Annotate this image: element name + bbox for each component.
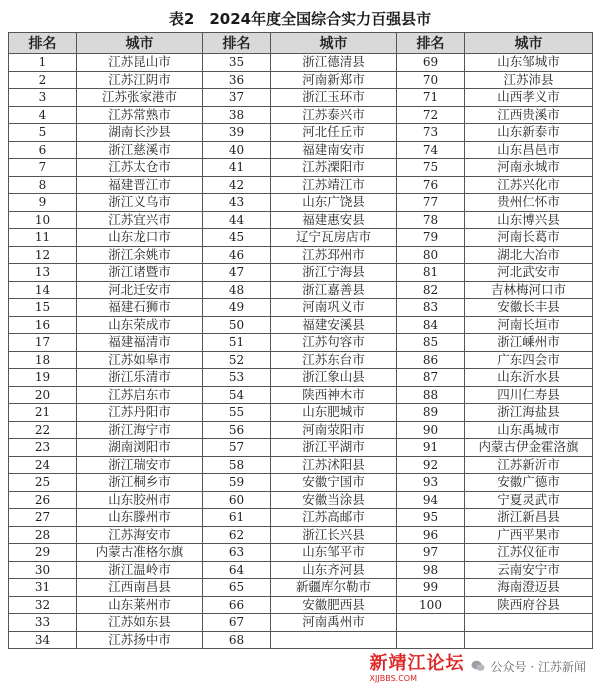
city-cell: 浙江余姚市	[77, 246, 203, 264]
table-row	[9, 299, 593, 317]
city-cell	[271, 631, 397, 649]
city-cell: 浙江海盐县	[465, 404, 593, 422]
rank-cell: 23	[9, 439, 77, 457]
city-cell: 河南荥阳市	[271, 421, 397, 439]
rank-cell: 24	[9, 456, 77, 474]
city-cell: 河南巩义市	[271, 299, 397, 317]
rank-cell: 93	[397, 474, 465, 492]
city-cell: 浙江温岭市	[77, 561, 203, 579]
rank-cell: 69	[397, 54, 465, 72]
rank-cell: 17	[9, 334, 77, 352]
rank-cell: 65	[203, 579, 271, 597]
city-cell: 安徽长丰县	[465, 299, 593, 317]
rank-cell: 12	[9, 246, 77, 264]
city-cell: 江苏兴化市	[465, 176, 593, 194]
header-rank-3: 排名	[397, 33, 465, 54]
city-cell: 山东肥城市	[271, 404, 397, 422]
city-cell: 湖北大冶市	[465, 246, 593, 264]
rank-cell: 5	[9, 124, 77, 142]
rank-cell: 15	[9, 299, 77, 317]
rank-cell: 9	[9, 194, 77, 212]
city-cell: 辽宁瓦房店市	[271, 229, 397, 247]
rank-cell: 10	[9, 211, 77, 229]
city-cell: 浙江德清县	[271, 54, 397, 72]
table-row	[9, 456, 593, 474]
city-cell: 江苏沭阳县	[271, 456, 397, 474]
city-cell: 浙江瑞安市	[77, 456, 203, 474]
rank-cell: 96	[397, 526, 465, 544]
table-row	[9, 246, 593, 264]
table-row	[9, 89, 593, 107]
rank-cell: 46	[203, 246, 271, 264]
city-cell: 浙江桐乡市	[77, 474, 203, 492]
table-row	[9, 579, 593, 597]
city-cell: 浙江义乌市	[77, 194, 203, 212]
table-row	[9, 439, 593, 457]
table-row	[9, 491, 593, 509]
watermark-logo-text: 新靖江论坛	[369, 653, 465, 674]
city-cell: 河南永城市	[465, 159, 593, 177]
table-row	[9, 596, 593, 614]
rank-cell: 36	[203, 71, 271, 89]
rank-cell: 78	[397, 211, 465, 229]
watermark-text: 公众号 · 江苏新闻	[490, 659, 586, 674]
city-cell: 山东胶州市	[77, 491, 203, 509]
rank-cell: 60	[203, 491, 271, 509]
rank-cell: 63	[203, 544, 271, 562]
table-row	[9, 211, 593, 229]
city-cell: 江苏宜兴市	[77, 211, 203, 229]
rank-cell: 71	[397, 89, 465, 107]
city-cell: 贵州仁怀市	[465, 194, 593, 212]
watermark-logo-sub: XJJBBS.COM	[369, 674, 417, 683]
city-cell: 江苏句容市	[271, 334, 397, 352]
rank-cell: 74	[397, 141, 465, 159]
city-cell: 江苏江阴市	[77, 71, 203, 89]
city-cell: 安徽广德市	[465, 474, 593, 492]
rank-cell: 25	[9, 474, 77, 492]
city-cell: 福建晋江市	[77, 176, 203, 194]
city-cell: 江苏高邮市	[271, 509, 397, 527]
city-cell: 山东邹城市	[465, 54, 593, 72]
rank-cell: 84	[397, 316, 465, 334]
rank-cell: 53	[203, 369, 271, 387]
wechat-icon	[471, 659, 485, 673]
rank-cell: 70	[397, 71, 465, 89]
rank-cell: 19	[9, 369, 77, 387]
city-cell: 广西平果市	[465, 526, 593, 544]
city-cell: 江苏张家港市	[77, 89, 203, 107]
rank-cell: 83	[397, 299, 465, 317]
city-cell: 陕西神木市	[271, 386, 397, 404]
city-cell: 浙江嵊州市	[465, 334, 593, 352]
city-cell: 山东昌邑市	[465, 141, 593, 159]
table-row	[9, 369, 593, 387]
table-row	[9, 71, 593, 89]
table-row	[9, 159, 593, 177]
city-cell: 山东新泰市	[465, 124, 593, 142]
city-cell: 江苏溧阳市	[271, 159, 397, 177]
rank-cell: 54	[203, 386, 271, 404]
rank-cell: 90	[397, 421, 465, 439]
rank-cell: 21	[9, 404, 77, 422]
table-row	[9, 176, 593, 194]
ranking-table	[8, 32, 593, 649]
city-cell: 湖南浏阳市	[77, 439, 203, 457]
rank-cell: 82	[397, 281, 465, 299]
city-cell: 河南新郑市	[271, 71, 397, 89]
table-row	[9, 124, 593, 142]
rank-cell: 89	[397, 404, 465, 422]
rank-cell: 43	[203, 194, 271, 212]
table-row	[9, 106, 593, 124]
rank-cell: 31	[9, 579, 77, 597]
header-rank-1: 排名	[9, 33, 77, 54]
rank-cell: 100	[397, 596, 465, 614]
rank-cell: 61	[203, 509, 271, 527]
rank-cell: 7	[9, 159, 77, 177]
rank-cell: 67	[203, 614, 271, 632]
city-cell: 江苏仪征市	[465, 544, 593, 562]
city-cell: 江苏东台市	[271, 351, 397, 369]
watermark-logo	[370, 649, 465, 683]
city-cell: 江苏常熟市	[77, 106, 203, 124]
rank-cell: 81	[397, 264, 465, 282]
rank-cell: 48	[203, 281, 271, 299]
rank-cell: 88	[397, 386, 465, 404]
city-cell: 浙江嘉善县	[271, 281, 397, 299]
city-cell: 河南长垣市	[465, 316, 593, 334]
rank-cell: 14	[9, 281, 77, 299]
rank-cell: 55	[203, 404, 271, 422]
header-rank-2: 排名	[203, 33, 271, 54]
city-cell: 安徽肥西县	[271, 596, 397, 614]
rank-cell: 56	[203, 421, 271, 439]
rank-cell: 45	[203, 229, 271, 247]
header-city-3: 城市	[465, 33, 593, 54]
table-row	[9, 561, 593, 579]
rank-cell: 49	[203, 299, 271, 317]
table-row	[9, 281, 593, 299]
rank-cell: 62	[203, 526, 271, 544]
rank-cell: 57	[203, 439, 271, 457]
rank-cell: 99	[397, 579, 465, 597]
rank-cell: 13	[9, 264, 77, 282]
rank-cell	[397, 631, 465, 649]
city-cell: 江西南昌县	[77, 579, 203, 597]
city-cell: 浙江宁海县	[271, 264, 397, 282]
rank-cell: 8	[9, 176, 77, 194]
city-cell: 内蒙古伊金霍洛旗	[465, 439, 593, 457]
rank-cell: 11	[9, 229, 77, 247]
rank-cell: 47	[203, 264, 271, 282]
table-row	[9, 544, 593, 562]
city-cell: 福建福清市	[77, 334, 203, 352]
city-cell: 山西孝义市	[465, 89, 593, 107]
table-row	[9, 264, 593, 282]
rank-cell: 32	[9, 596, 77, 614]
table-row	[9, 316, 593, 334]
city-cell: 浙江慈溪市	[77, 141, 203, 159]
rank-cell: 68	[203, 631, 271, 649]
rank-cell: 29	[9, 544, 77, 562]
city-cell: 山东荣成市	[77, 316, 203, 334]
table-row	[9, 229, 593, 247]
city-cell: 江苏如皋市	[77, 351, 203, 369]
rank-cell: 80	[397, 246, 465, 264]
city-cell: 广东四会市	[465, 351, 593, 369]
rank-cell: 92	[397, 456, 465, 474]
table-row	[9, 614, 593, 632]
rank-cell: 59	[203, 474, 271, 492]
rank-cell: 20	[9, 386, 77, 404]
city-cell: 浙江长兴县	[271, 526, 397, 544]
rank-cell: 87	[397, 369, 465, 387]
rank-cell: 26	[9, 491, 77, 509]
rank-cell: 6	[9, 141, 77, 159]
city-cell: 江苏太仓市	[77, 159, 203, 177]
city-cell: 山东禹城市	[465, 421, 593, 439]
rank-cell: 30	[9, 561, 77, 579]
city-cell: 江西贵溪市	[465, 106, 593, 124]
rank-cell: 3	[9, 89, 77, 107]
table-row	[9, 194, 593, 212]
rank-cell: 42	[203, 176, 271, 194]
city-cell	[465, 631, 593, 649]
table-row	[9, 526, 593, 544]
city-cell: 江苏丹阳市	[77, 404, 203, 422]
rank-cell: 41	[203, 159, 271, 177]
city-cell: 江苏新沂市	[465, 456, 593, 474]
rank-cell: 38	[203, 106, 271, 124]
city-cell: 江苏靖江市	[271, 176, 397, 194]
city-cell: 江苏海安市	[77, 526, 203, 544]
rank-cell: 58	[203, 456, 271, 474]
table-row	[9, 351, 593, 369]
city-cell: 湖南长沙县	[77, 124, 203, 142]
rank-cell: 39	[203, 124, 271, 142]
city-cell: 山东邹平市	[271, 544, 397, 562]
table-row	[9, 54, 593, 72]
city-cell: 安徽宁国市	[271, 474, 397, 492]
table-row	[9, 631, 593, 649]
rank-cell: 22	[9, 421, 77, 439]
rank-cell: 91	[397, 439, 465, 457]
city-cell: 江苏邳州市	[271, 246, 397, 264]
city-cell: 江苏启东市	[77, 386, 203, 404]
city-cell: 山东滕州市	[77, 509, 203, 527]
city-cell: 陕西府谷县	[465, 596, 593, 614]
rank-cell: 97	[397, 544, 465, 562]
city-cell: 吉林梅河口市	[465, 281, 593, 299]
city-cell: 江苏沛县	[465, 71, 593, 89]
city-cell: 河南长葛市	[465, 229, 593, 247]
city-cell: 江苏泰兴市	[271, 106, 397, 124]
city-cell: 山东齐河县	[271, 561, 397, 579]
city-cell: 浙江象山县	[271, 369, 397, 387]
rank-cell: 16	[9, 316, 77, 334]
table-header	[9, 33, 593, 54]
city-cell: 浙江海宁市	[77, 421, 203, 439]
rank-cell: 37	[203, 89, 271, 107]
city-cell: 新疆库尔勒市	[271, 579, 397, 597]
rank-cell: 75	[397, 159, 465, 177]
rank-cell: 94	[397, 491, 465, 509]
city-cell: 河北任丘市	[271, 124, 397, 142]
table-row	[9, 509, 593, 527]
watermark	[364, 651, 592, 681]
city-cell: 浙江新昌县	[465, 509, 593, 527]
rank-cell: 98	[397, 561, 465, 579]
table-row	[9, 334, 593, 352]
rank-cell: 72	[397, 106, 465, 124]
city-cell: 山东沂水县	[465, 369, 593, 387]
city-cell: 河北武安市	[465, 264, 593, 282]
city-cell: 浙江平湖市	[271, 439, 397, 457]
city-cell: 江苏昆山市	[77, 54, 203, 72]
city-cell: 内蒙古准格尔旗	[77, 544, 203, 562]
rank-cell: 52	[203, 351, 271, 369]
city-cell: 安徽当涂县	[271, 491, 397, 509]
city-cell: 浙江诸暨市	[77, 264, 203, 282]
rank-cell: 79	[397, 229, 465, 247]
rank-cell: 66	[203, 596, 271, 614]
table-row	[9, 386, 593, 404]
rank-cell: 44	[203, 211, 271, 229]
header-city-1: 城市	[77, 33, 203, 54]
table-row	[9, 404, 593, 422]
header-city-2: 城市	[271, 33, 397, 54]
rank-cell: 51	[203, 334, 271, 352]
rank-cell: 27	[9, 509, 77, 527]
table-row	[9, 474, 593, 492]
city-cell: 浙江玉环市	[271, 89, 397, 107]
rank-cell: 95	[397, 509, 465, 527]
table-row	[9, 141, 593, 159]
city-cell: 山东龙口市	[77, 229, 203, 247]
city-cell: 云南安宁市	[465, 561, 593, 579]
city-cell: 山东博兴县	[465, 211, 593, 229]
rank-cell: 76	[397, 176, 465, 194]
rank-cell: 64	[203, 561, 271, 579]
rank-cell: 85	[397, 334, 465, 352]
rank-cell: 40	[203, 141, 271, 159]
city-cell: 福建南安市	[271, 141, 397, 159]
rank-cell: 2	[9, 71, 77, 89]
rank-cell	[397, 614, 465, 632]
table-row	[9, 421, 593, 439]
city-cell	[465, 614, 593, 632]
table-body	[9, 54, 593, 649]
city-cell: 浙江乐清市	[77, 369, 203, 387]
rank-cell: 18	[9, 351, 77, 369]
city-cell: 四川仁寿县	[465, 386, 593, 404]
city-cell: 江苏如东县	[77, 614, 203, 632]
rank-cell: 77	[397, 194, 465, 212]
rank-cell: 4	[9, 106, 77, 124]
rank-cell: 33	[9, 614, 77, 632]
city-cell: 河北迁安市	[77, 281, 203, 299]
rank-cell: 34	[9, 631, 77, 649]
city-cell: 宁夏灵武市	[465, 491, 593, 509]
city-cell: 山东莱州市	[77, 596, 203, 614]
city-cell: 福建安溪县	[271, 316, 397, 334]
city-cell: 河南禹州市	[271, 614, 397, 632]
table-title: 表2 2024年度全国综合实力百强县市	[168, 10, 432, 28]
rank-cell: 28	[9, 526, 77, 544]
rank-cell: 35	[203, 54, 271, 72]
city-cell: 福建石狮市	[77, 299, 203, 317]
rank-cell: 1	[9, 54, 77, 72]
city-cell: 海南澄迈县	[465, 579, 593, 597]
city-cell: 山东广饶县	[271, 194, 397, 212]
rank-cell: 86	[397, 351, 465, 369]
city-cell: 福建惠安县	[271, 211, 397, 229]
rank-cell: 50	[203, 316, 271, 334]
city-cell: 江苏扬中市	[77, 631, 203, 649]
rank-cell: 73	[397, 124, 465, 142]
